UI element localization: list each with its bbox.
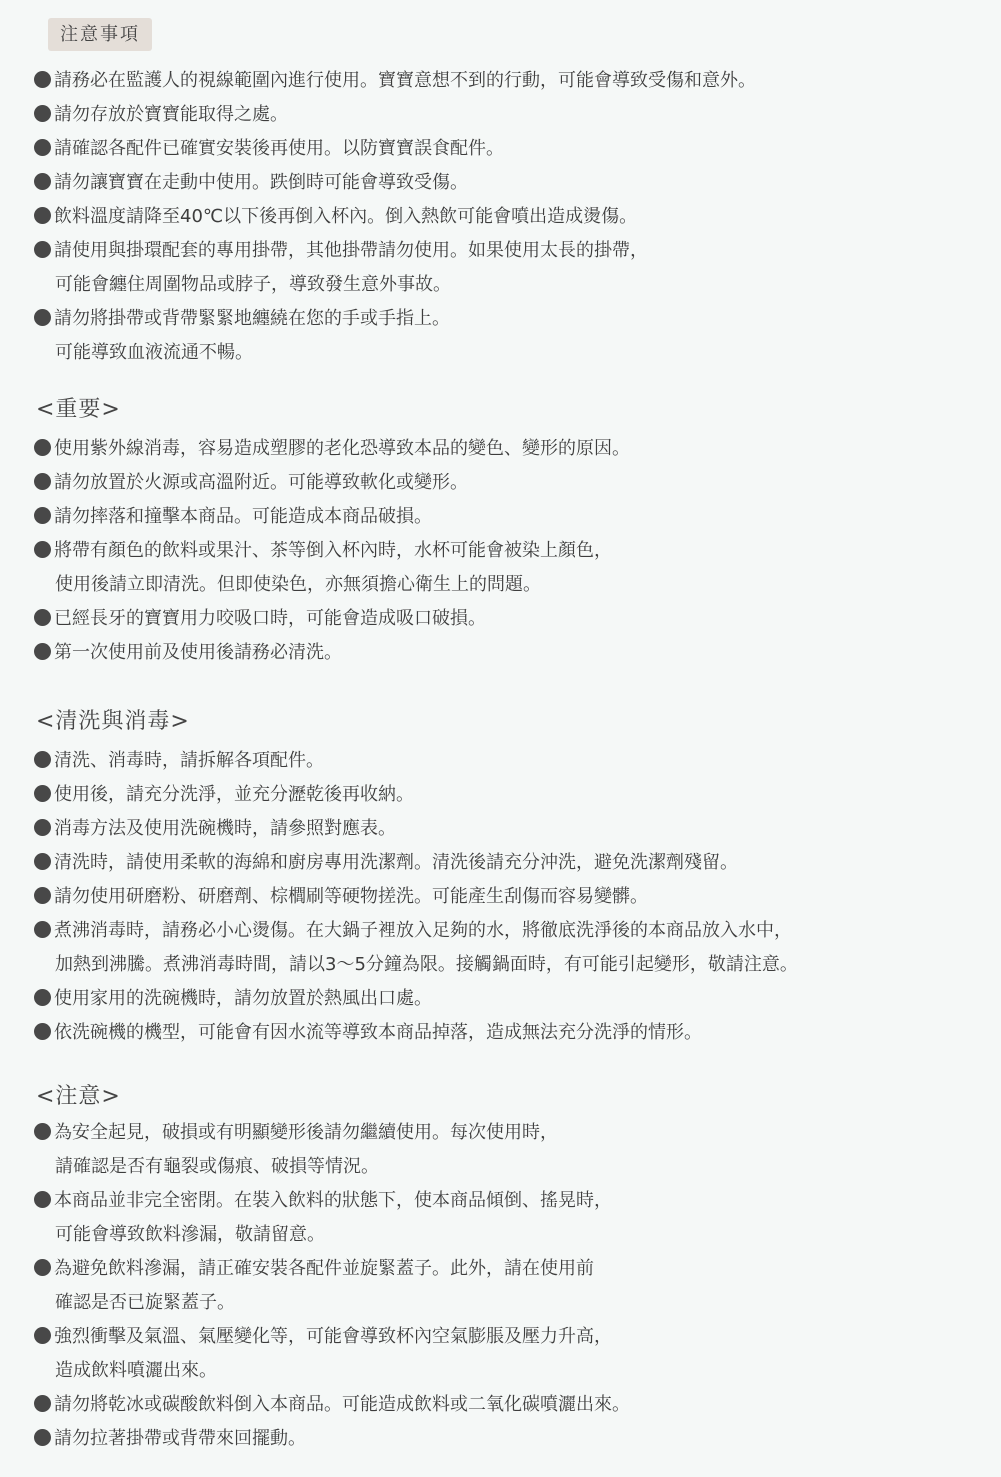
list-item-continuation: 使用後請立即清洗。但即使染色，亦無須擔心衛生上的問題。: [55, 574, 541, 595]
bullet-icon: [34, 989, 51, 1006]
bullet-icon: [34, 751, 51, 768]
list-item-continuation: 可能會導致飲料滲漏，敬請留意。: [55, 1224, 325, 1245]
bullet-icon: [34, 609, 51, 626]
list-item: 本商品並非完全密閉。在裝入飲料的狀態下，使本商品傾倒、搖晃時，: [34, 1184, 994, 1218]
list-item: 請勿拉著掛帶或背帶來回擺動。: [34, 1422, 994, 1456]
section-heading-important: <重要>: [36, 397, 121, 422]
bullet-icon: [34, 1327, 51, 1344]
bullet-icon: [34, 173, 51, 190]
list-item: 強烈衝擊及氣溫、氣壓變化等，可能會導致杯內空氣膨脹及壓力升高，: [34, 1320, 994, 1354]
list-item-continuation: 確認是否已旋緊蓋子。: [55, 1292, 235, 1313]
caution-title-badge: 注意事項: [48, 18, 152, 51]
bullet-icon: [34, 1123, 51, 1140]
bullet-icon: [34, 139, 51, 156]
bullet-icon: [34, 921, 51, 938]
list-item: 請使用與掛環配套的專用掛帶，其他掛帶請勿使用。如果使用太長的掛帶，: [34, 234, 994, 268]
list-item: 使用紫外線消毒，容易造成塑膠的老化恐導致本品的變色、變形的原因。: [34, 432, 994, 466]
list-item: 飲料溫度請降至40℃以下後再倒入杯內。倒入熱飲可能會噴出造成燙傷。: [34, 200, 994, 234]
bullet-icon: [34, 853, 51, 870]
list-item: 清洗時，請使用柔軟的海綿和廚房專用洗潔劑。清洗後請充分沖洗，避免洗潔劑殘留。: [34, 846, 994, 880]
bullet-icon: [34, 309, 51, 326]
bullet-icon: [34, 207, 51, 224]
list-item: 請勿放置於火源或高溫附近。可能導致軟化或變形。: [34, 466, 994, 500]
list-item: 煮沸消毒時，請務必小心燙傷。在大鍋子裡放入足夠的水，將徹底洗淨後的本商品放入水中，: [34, 914, 994, 948]
list-item: 使用家用的洗碗機時，請勿放置於熱風出口處。: [34, 982, 994, 1016]
bullet-icon: [34, 1191, 51, 1208]
bullet-icon: [34, 1429, 51, 1446]
section-heading-caution: <注意>: [36, 1084, 121, 1109]
bullet-icon: [34, 71, 51, 88]
list-item: 已經長牙的寶寶用力咬吸口時，可能會造成吸口破損。: [34, 602, 994, 636]
list-item: 請勿使用研磨粉、研磨劑、棕櫚刷等硬物搓洗。可能產生刮傷而容易變髒。: [34, 880, 994, 914]
list-item: 請勿摔落和撞擊本商品。可能造成本商品破損。: [34, 500, 994, 534]
bullet-icon: [34, 1395, 51, 1412]
bullet-icon: [34, 507, 51, 524]
list-item-continuation: 加熱到沸騰。煮沸消毒時間，請以3〜5分鐘為限。接觸鍋面時，有可能引起變形，敬請注意。: [55, 954, 798, 975]
list-item: 請勿將乾冰或碳酸飲料倒入本商品。可能造成飲料或二氧化碳噴灑出來。: [34, 1388, 994, 1422]
bullet-icon: [34, 1023, 51, 1040]
bullet-icon: [34, 473, 51, 490]
bullet-icon: [34, 785, 51, 802]
bullet-icon: [34, 1259, 51, 1276]
list-item-continuation: 可能導致血液流通不暢。: [55, 342, 253, 363]
bullet-icon: [34, 241, 51, 258]
list-item: 為避免飲料滲漏，請正確安裝各配件並旋緊蓋子。此外，請在使用前: [34, 1252, 994, 1286]
list-item: 請勿將掛帶或背帶緊緊地纏繞在您的手或手指上。: [34, 302, 994, 336]
list-item-continuation: 造成飲料噴灑出來。: [55, 1360, 217, 1381]
bullet-icon: [34, 643, 51, 660]
list-item: 請勿讓寶寶在走動中使用。跌倒時可能會導致受傷。: [34, 166, 994, 200]
list-item-continuation: 請確認是否有龜裂或傷痕、破損等情況。: [55, 1156, 379, 1177]
list-item: 為安全起見，破損或有明顯變形後請勿繼續使用。每次使用時，: [34, 1116, 994, 1150]
bullet-icon: [34, 887, 51, 904]
list-item: 請確認各配件已確實安裝後再使用。以防寶寶誤食配件。: [34, 132, 994, 166]
list-item: 使用後，請充分洗淨，並充分瀝乾後再收納。: [34, 778, 994, 812]
section-heading-cleaning: <清洗與消毒>: [36, 709, 190, 734]
list-item: 請勿存放於寶寶能取得之處。: [34, 98, 994, 132]
list-item: 將帶有顏色的飲料或果汁、茶等倒入杯內時，水杯可能會被染上顏色，: [34, 534, 994, 568]
list-item: 消毒方法及使用洗碗機時，請參照對應表。: [34, 812, 994, 846]
bullet-icon: [34, 439, 51, 456]
bullet-icon: [34, 541, 51, 558]
bullet-icon: [34, 819, 51, 836]
bullet-icon: [34, 105, 51, 122]
list-item: 第一次使用前及使用後請務必清洗。: [34, 636, 994, 670]
list-item: 清洗、消毒時，請拆解各項配件。: [34, 744, 994, 778]
list-item-continuation: 可能會纏住周圍物品或脖子，導致發生意外事故。: [55, 274, 451, 295]
list-item: 依洗碗機的機型，可能會有因水流等導致本商品掉落，造成無法充分洗淨的情形。: [34, 1016, 994, 1050]
list-item: 請務必在監護人的視線範圍內進行使用。寶寶意想不到的行動，可能會導致受傷和意外。: [34, 64, 994, 98]
